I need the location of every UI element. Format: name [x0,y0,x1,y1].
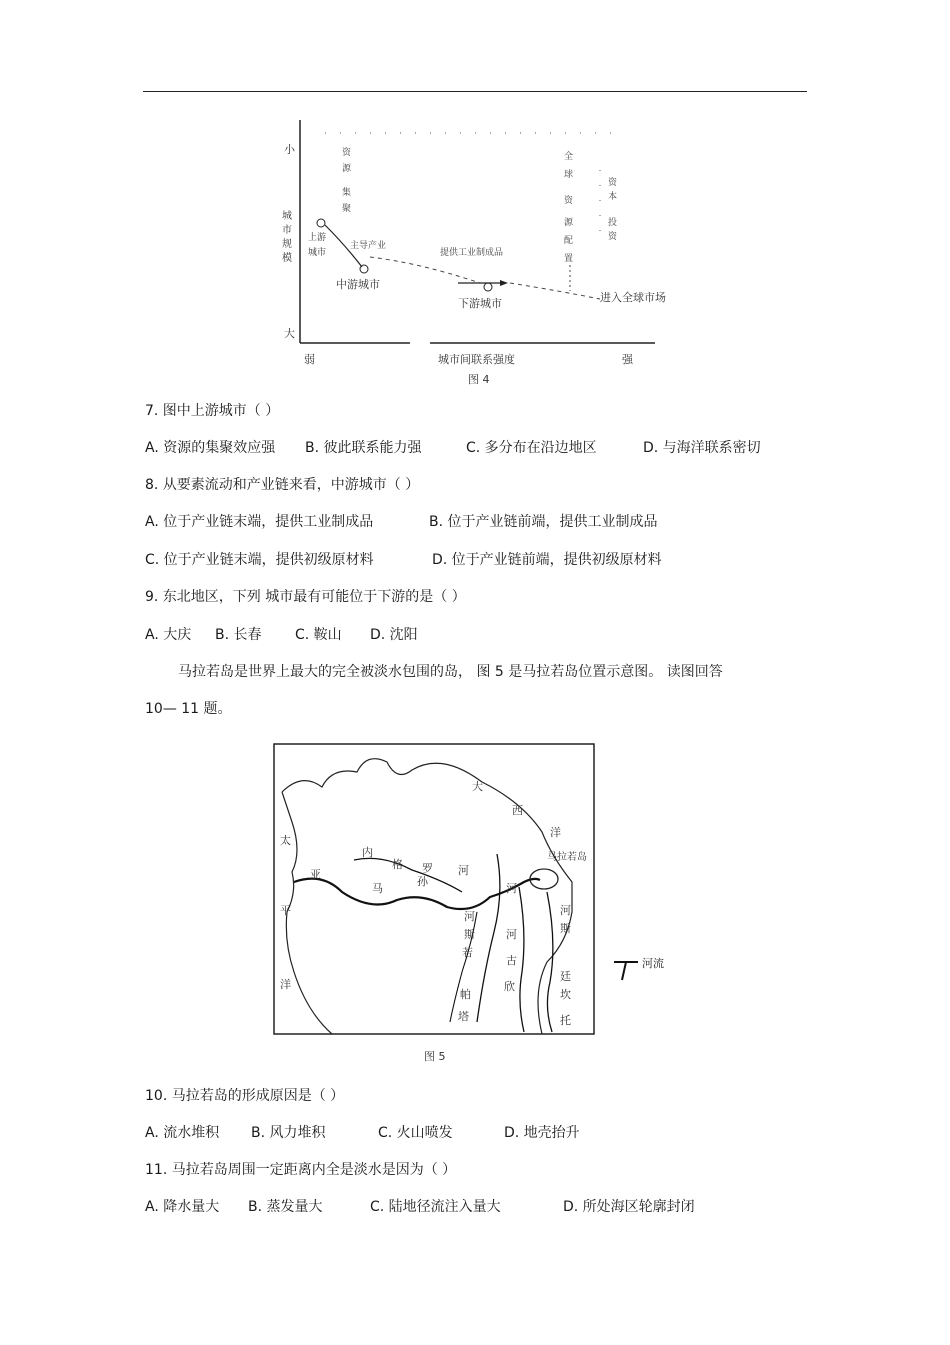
question-9: 9. 东北地区，下列 城市最有可能位于下游的是（ ） [145,589,466,605]
svg-text:资: 资 [608,178,618,188]
question-11: 11. 马拉若岛周围一定距离内全是淡水是因为（ ） [145,1162,457,1178]
q9-option-c[interactable]: C. 鞍山 [295,627,342,643]
svg-text:河: 河 [506,928,517,941]
svg-text:置: 置 [564,254,574,264]
header-rule [143,91,807,92]
q10-option-d[interactable]: D. 地壳抬升 [504,1125,580,1141]
svg-text:孙: 孙 [417,875,428,888]
question-8: 8. 从要素流动和产业链来看，中游城市（ ） [145,477,420,493]
svg-text:洋: 洋 [280,978,291,991]
middle-note: 提供工业制成品 [440,248,504,258]
right-side-label [608,176,618,242]
svg-text:坎: 坎 [560,988,571,1001]
svg-text:全: 全 [564,152,574,162]
x-right-label: 强 [622,353,633,366]
legend-label: 河流 [642,957,664,970]
svg-text:古: 古 [506,954,517,967]
svg-text:资: 资 [342,148,352,158]
figure-4 [270,115,680,390]
svg-text:源: 源 [342,164,352,174]
end-label: 进入全球市场 [600,291,666,304]
svg-text:资: 资 [608,232,618,242]
svg-text:集: 集 [342,188,352,198]
svg-text:城市: 城市 [308,248,327,258]
q10-option-b[interactable]: B. 风力堆积 [251,1125,326,1141]
q8-option-c[interactable]: C. 位于产业链末端，提供初级原材料 [145,552,374,568]
svg-text:资: 资 [564,196,574,206]
curve-mid-to-down [370,257,480,283]
q8-option-b[interactable]: B. 位于产业链前端，提供工业制成品 [429,514,658,530]
svg-text:上游: 上游 [308,233,327,243]
figure-4-caption: 图 4 [468,373,490,386]
q11-option-a[interactable]: A. 降水量大 [145,1199,220,1215]
q11-option-d[interactable]: D. 所处海区轮廓封闭 [563,1199,695,1215]
svg-text:斯: 斯 [464,928,475,941]
svg-text:罗: 罗 [422,862,433,875]
intro-line-2: 10— 11 题。 [145,701,232,717]
q9-option-d[interactable]: D. 沈阳 [370,627,418,643]
q8-option-a[interactable]: A. 位于产业链末端，提供工业制成品 [145,514,374,530]
svg-text:球: 球 [564,170,574,180]
svg-text:廷: 廷 [560,970,571,983]
svg-text:平: 平 [280,904,291,917]
svg-text:河: 河 [464,910,475,923]
to-mid-label: 主导产业 [350,241,387,251]
svg-text:托: 托 [560,1014,571,1027]
q9-option-b[interactable]: B. 长春 [215,627,262,643]
q11-option-b[interactable]: B. 蒸发量大 [248,1199,323,1215]
svg-text:配: 配 [564,236,574,246]
svg-text:塔: 塔 [458,1010,469,1023]
svg-text:模: 模 [282,253,292,264]
midstream-label: 中游城市 [336,278,380,291]
q11-option-c[interactable]: C. 陆地径流注入量大 [370,1199,501,1215]
midstream-city-marker [360,265,368,273]
svg-text:聚: 聚 [342,204,352,214]
y-axis-title [282,209,292,264]
svg-text:河: 河 [458,864,469,877]
x-mid-label: 城市间联系强度 [438,353,515,366]
figure-5-caption: 图 5 [424,1050,446,1063]
q8-option-d[interactable]: D. 位于产业链前端，提供初级原材料 [432,552,662,568]
right-vertical-label [564,150,574,264]
svg-text:西: 西 [512,804,523,817]
upstream-city-marker [317,219,325,227]
island-label: 马拉若岛 [547,852,587,863]
q10-option-a[interactable]: A. 流水堆积 [145,1125,220,1141]
svg-text:规: 规 [282,239,292,250]
figure-5-map [272,742,602,1068]
svg-text:马: 马 [372,882,383,895]
svg-text:市: 市 [282,225,292,236]
y-top-label: 小 [284,143,295,156]
svg-text:若: 若 [462,946,473,959]
svg-text:河: 河 [506,882,517,895]
q10-option-c[interactable]: C. 火山喷发 [378,1125,453,1141]
svg-text:投: 投 [608,218,618,228]
downstream-label: 下游城市 [458,297,502,310]
svg-text:欣: 欣 [504,980,515,993]
svg-text:河: 河 [560,904,571,917]
svg-text:大: 大 [472,780,483,793]
svg-text:本: 本 [608,192,618,202]
upstream-label [308,231,326,258]
q9-option-a[interactable]: A. 大庆 [145,627,192,643]
legend-river-icon [612,956,642,982]
svg-text:太: 太 [280,834,291,847]
svg-text:格: 格 [392,858,403,871]
q7-option-c[interactable]: C. 多分布在沿边地区 [466,440,597,456]
svg-text:帕: 帕 [460,988,471,1001]
y-bottom-label: 大 [284,327,295,340]
question-10: 10. 马拉若岛的形成原因是（ ） [145,1088,345,1104]
svg-text:亚: 亚 [310,868,321,881]
q7-option-d[interactable]: D. 与海洋联系密切 [643,440,761,456]
q7-option-b[interactable]: B. 彼此联系能力强 [305,440,422,456]
x-left-label: 弱 [304,353,315,366]
svg-text:源: 源 [564,218,574,228]
svg-text:斯: 斯 [560,922,571,935]
svg-text:内: 内 [362,846,373,859]
svg-text:城: 城 [282,211,292,222]
intro-line-1: 马拉若岛是世界上最大的完全被淡水包围的岛， 图 5 是马拉若岛位置示意图。 读图回答 [178,664,723,680]
left-vertical-label [342,146,352,214]
svg-text:洋: 洋 [550,826,561,839]
downstream-city-marker [484,283,492,291]
q7-option-a[interactable]: A. 资源的集聚效应强 [145,440,276,456]
question-7: 7. 图中上游城市（ ） [145,403,280,419]
